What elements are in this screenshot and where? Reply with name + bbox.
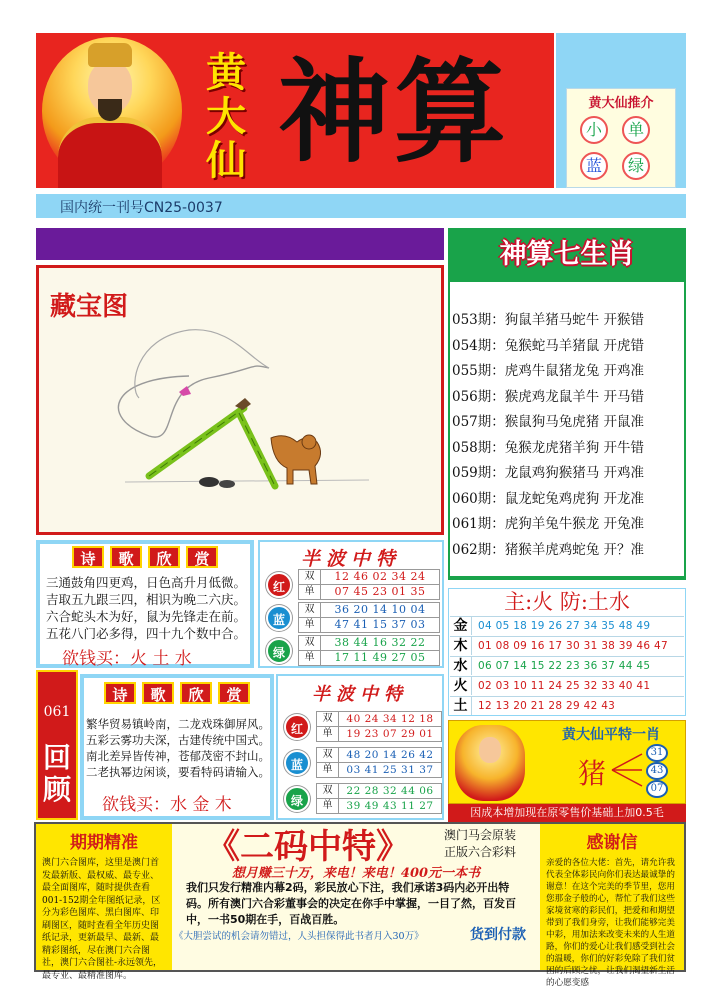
flat-ball: 31	[646, 744, 668, 762]
wave-label: 单	[299, 585, 321, 599]
wave-label: 双	[299, 603, 321, 617]
table-row	[298, 569, 440, 585]
wave-numbers: 47 41 15 37 03	[334, 618, 426, 631]
wave-badge-red: 红	[284, 714, 310, 740]
thanks-letter-text: 亲爱的各位大佬：首先，请允许我代表全体彩民向你们表达最诚挚的谢意！在这个完美的季节里，您用您那金子般的心，帮忙了我们这些家境贫寒的彩民们，把爱和和期望带到了我们身旁，让我们能够完美中彩，用加法来改变未来的人生道路，你们的爱心让我们感受到社会的温暖，你们的好彩免除了我们贫困的后顾之忧，让我们渴望新生活的心愿变感	[546, 858, 675, 988]
wave-numbers: 22 28 32 44 06	[346, 785, 434, 797]
wave-group-red	[264, 568, 440, 602]
table-row	[316, 762, 442, 778]
element-key: 水	[450, 657, 472, 675]
ad-subtitle-1: 澳门马会原装	[444, 828, 517, 842]
wave-badge-blue: 蓝	[284, 750, 310, 776]
ad-subtitle-2: 正版六合彩料	[444, 845, 517, 859]
half-wave-title: 半波中特	[300, 548, 401, 570]
intro-pick-blue: 蓝	[580, 152, 608, 180]
flat-ball: 43	[646, 762, 668, 780]
element-key: 土	[450, 697, 472, 715]
wave-numbers: 36 20 14 10 04	[334, 603, 426, 616]
issue-accuracy-text: 澳门六合图库，这里是澳门首发最新版、最权威、最专业、最全面图库，随时提供查看001-152期全年图纸记录，区分为彩色图库、黑白图库、印刷图区，随时查看全年历史图纸记录，更新最早、最新、最精彩图纸，尽在澳门六合图社，澳门六合图社-永远领先，最专业、最精准图库。	[42, 858, 163, 981]
poem-line: 五花八门必多得，四十九个数中合。	[46, 626, 247, 641]
half-wave-title: 半波中特	[312, 684, 408, 705]
table-row	[450, 636, 684, 655]
poem-body	[46, 574, 246, 642]
table-row	[316, 711, 442, 727]
poem-title-char: 赏	[186, 546, 218, 568]
table-row	[450, 676, 684, 695]
price-note: 因成本增加现在原零售价基础上加0.5毛	[448, 804, 686, 822]
wave-group-green	[264, 634, 440, 668]
poem-line: 五彩云雾功夫深，古建传统中国式。	[86, 733, 270, 747]
thanks-letter-title: 感谢信	[586, 833, 638, 853]
wave-label: 双	[317, 784, 339, 798]
flat-special-title: 黄大仙平特一肖	[562, 727, 660, 743]
wave-label: 双	[317, 712, 339, 726]
element-numbers: 01 08 09 16 17 30 31 38 39 46 47	[478, 640, 668, 652]
wave-group-blue	[282, 746, 442, 780]
pointer-lines-icon	[610, 750, 644, 790]
seven-animals-title: 神算七生肖	[499, 239, 635, 270]
half-wave-panel	[258, 540, 444, 668]
masthead-title: 神算	[278, 48, 510, 178]
purple-banner	[36, 228, 444, 260]
wave-group-red	[282, 710, 442, 744]
element-numbers: 04 05 18 19 26 27 34 35 48 49	[478, 620, 651, 632]
treasure-map-title: 藏宝图	[50, 292, 129, 322]
list-item: 062期：猪猴羊虎鸡蛇兔 开？准	[452, 541, 645, 558]
ad-footnote: 《大胆尝试的机会请勿错过，人头担保得此书者月入30万》	[174, 931, 424, 942]
ad-slogan: 想月赚三十万，来电！来电！400元一本书	[231, 866, 481, 881]
table-row	[316, 798, 442, 814]
ad-body: 我们只发行精准内幕2码，彩民放心下注，我们承诺3码内必开出特码。所有澳门六合彩董事会的决定在你手中掌握，一目了然，百发百中，一书50期在手，百战百胜。	[186, 881, 516, 926]
brand-char: 仙	[206, 137, 246, 184]
ad-subtitle-box	[444, 826, 538, 862]
wave-numbers: 48 20 14 26 42	[346, 749, 434, 761]
issue-accuracy-panel	[36, 824, 172, 981]
poem-line: 吉取五九跟三四，相识为晚二六庆。	[46, 592, 247, 607]
table-row	[316, 726, 442, 742]
wave-group-green	[282, 782, 442, 816]
wave-group-blue	[264, 601, 440, 635]
table-row	[298, 650, 440, 666]
poem-buy-hint: 欲钱买：火 土 水	[62, 649, 192, 669]
intro-title: 黄大仙推介	[588, 96, 654, 111]
poem-title	[40, 546, 250, 568]
wave-label: 单	[299, 618, 321, 632]
review-poem-body	[86, 716, 270, 780]
poem-title-char: 歌	[110, 546, 142, 568]
wave-badge-green: 绿	[266, 638, 292, 664]
table-row	[298, 602, 440, 618]
list-item: 056期：猴虎鸡龙鼠羊牛 开马错	[452, 388, 645, 405]
flat-special-pick: 猪	[578, 757, 607, 790]
list-item: 057期：猴鼠狗马兔虎猪 开鼠准	[452, 414, 645, 430]
poem-line: 南北差异皆传神，苍郁茂密不封山。	[86, 749, 270, 763]
cash-on-delivery: 货到付款	[470, 927, 526, 943]
seven-animals-list	[450, 282, 684, 576]
review-issue-number: 061	[43, 704, 71, 720]
poem-line: 二老执幂边闲谈，要看特码请输入。	[86, 765, 270, 779]
wave-numbers: 38 44 16 32 22	[334, 636, 426, 649]
poem-line: 三通鼓角四更鸡，日色高升月低微。	[46, 575, 247, 590]
wave-badge-blue: 蓝	[266, 605, 292, 631]
table-row	[298, 617, 440, 633]
wave-badge-red: 红	[266, 572, 292, 598]
poem-title-char: 歌	[142, 682, 174, 704]
intro-pick-green: 绿	[622, 152, 650, 180]
issue-accuracy-title: 期期精准	[70, 833, 138, 853]
review-label-char: 回	[42, 741, 71, 774]
element-numbers: 12 13 20 21 28 29 42 43	[478, 700, 616, 712]
deity-figure-robe	[58, 117, 162, 188]
brand-char: 大	[206, 93, 246, 140]
element-key: 火	[450, 677, 472, 695]
intro-pick-small: 小	[580, 116, 608, 144]
brand-char: 黄	[206, 49, 246, 96]
table-row	[316, 747, 442, 763]
deity-avatar-face	[479, 737, 501, 763]
table-row	[298, 584, 440, 600]
list-item: 053期：狗鼠羊猪马蛇牛 开猴错	[452, 312, 645, 328]
table-row	[298, 635, 440, 651]
review-label-char: 顾	[42, 773, 71, 806]
list-item: 055期：虎鸡牛鼠猪龙兔 开鸡准	[452, 363, 645, 379]
flat-ball: 07	[646, 780, 668, 798]
wave-badge-green: 绿	[284, 786, 310, 812]
element-key: 木	[450, 637, 472, 655]
wave-numbers: 19 23 07 29 01	[346, 728, 434, 740]
table-row	[450, 656, 684, 675]
list-item: 054期：兔猴蛇马羊猪鼠 开虎错	[452, 337, 645, 354]
review-half-wave-panel	[276, 674, 444, 820]
table-row	[316, 783, 442, 799]
poem-title-char: 欣	[148, 546, 180, 568]
wave-numbers: 07 45 23 01 35	[334, 585, 426, 598]
poem-line: 繁华贸易镇岭南，二龙戏珠御屏风。	[86, 717, 270, 731]
wave-label: 单	[317, 799, 339, 813]
list-item: 061期：虎狗羊兔牛猴龙 开兔准	[452, 516, 645, 532]
poem-title-char: 欣	[180, 682, 212, 704]
wave-label: 双	[299, 570, 321, 584]
wave-numbers: 03 41 25 31 37	[346, 764, 434, 776]
list-item: 058期：兔猴龙虎猪羊狗 开牛错	[452, 439, 645, 456]
wave-numbers: 17 11 49 27 05	[334, 651, 426, 664]
wave-label: 单	[299, 651, 321, 665]
wave-numbers: 12 46 02 34 24	[334, 570, 426, 583]
wave-label: 单	[317, 763, 339, 777]
element-numbers: 06 07 14 15 22 23 36 37 44 45	[478, 660, 651, 672]
wave-label: 双	[299, 636, 321, 650]
element-key: 金	[450, 617, 472, 635]
deity-figure-crown	[88, 43, 132, 67]
brand-vertical	[186, 51, 266, 183]
wave-numbers: 40 24 34 12 18	[346, 713, 434, 725]
wave-label: 单	[317, 727, 339, 741]
review-label	[36, 742, 78, 806]
masthead	[36, 33, 554, 188]
element-numbers: 02 03 10 11 24 25 32 33 40 41	[478, 680, 651, 692]
five-elements-header: 主:火 防:土水	[504, 590, 630, 614]
review-poem-title	[84, 682, 270, 704]
wave-label: 双	[317, 748, 339, 762]
list-item: 059期：龙鼠鸡狗猴猪马 开鸡准	[452, 465, 645, 481]
poem-title-char: 诗	[104, 682, 136, 704]
thanks-letter-panel	[540, 824, 684, 988]
intro-pick-odd: 单	[622, 116, 650, 144]
list-item: 060期：鼠龙蛇兔鸡虎狗 开龙准	[452, 490, 645, 507]
poem-line: 六合蛇头木为好，鼠为先锋走在前。	[46, 609, 247, 624]
poem-title-char: 诗	[72, 546, 104, 568]
review-buy-hint: 欲钱买：水 金 木	[102, 795, 232, 815]
ad-title: 《二码中特》	[206, 827, 410, 867]
table-row	[450, 696, 684, 715]
publication-number: 国内统一刊号CN25-0037	[60, 200, 223, 216]
poem-title-char: 赏	[218, 682, 250, 704]
wave-numbers: 39 49 43 11 27	[346, 800, 434, 812]
table-row	[450, 616, 684, 635]
